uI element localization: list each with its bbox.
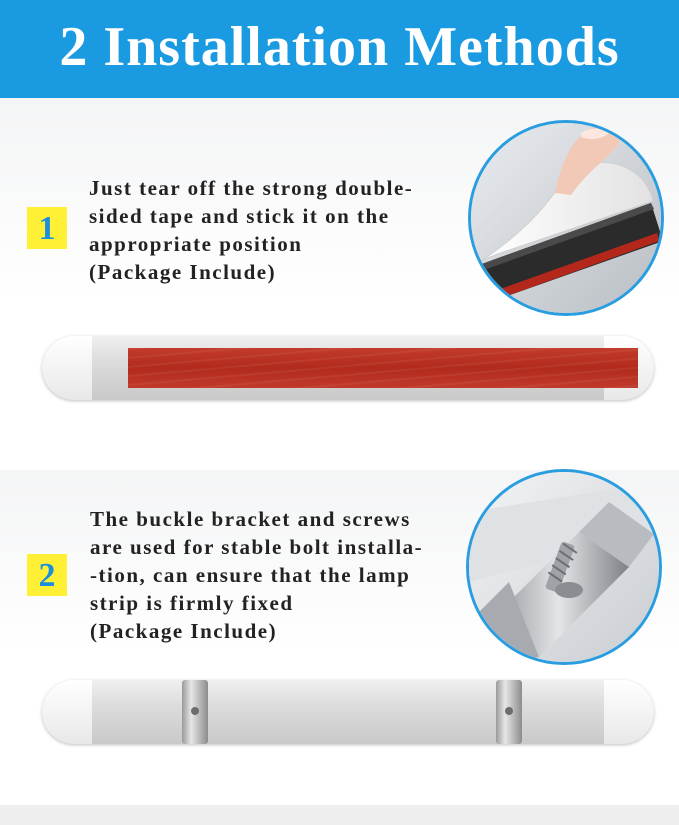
step-2-line: are used for stable bolt installa- bbox=[90, 535, 424, 559]
step-2-line: The buckle bracket and screws bbox=[90, 507, 411, 531]
bracket-screw-illustration bbox=[469, 472, 659, 662]
step-1-line: appropriate position bbox=[89, 232, 303, 256]
bracket-closeup-photo bbox=[466, 469, 662, 665]
page-title: 2 Installation Methods bbox=[59, 16, 620, 78]
step-2-line: (Package Include) bbox=[90, 619, 278, 643]
light-bar-with-brackets bbox=[42, 680, 654, 744]
footer-strip bbox=[0, 805, 679, 825]
step-2-line: -tion, can ensure that the lamp bbox=[90, 563, 411, 587]
step-2-description bbox=[90, 505, 423, 645]
tape-texture bbox=[128, 348, 638, 388]
step-1-line: Just tear off the strong double- bbox=[89, 176, 414, 200]
tape-closeup-photo bbox=[468, 120, 664, 316]
screw-hole bbox=[191, 707, 199, 715]
step-1-description bbox=[89, 174, 413, 286]
step-2-badge: 2 bbox=[27, 554, 67, 596]
step-1-line: sided tape and stick it on the bbox=[89, 204, 390, 228]
tape-peel-illustration bbox=[471, 123, 661, 313]
mounting-bracket-right bbox=[496, 680, 522, 744]
step-1-line: (Package Include) bbox=[89, 260, 277, 284]
mounting-bracket-left bbox=[182, 680, 208, 744]
screw-hole bbox=[505, 707, 513, 715]
light-bar-with-tape bbox=[42, 336, 654, 400]
step-1-badge: 1 bbox=[27, 207, 67, 249]
title-banner bbox=[0, 0, 679, 98]
step-2-line: strip is firmly fixed bbox=[90, 591, 294, 615]
